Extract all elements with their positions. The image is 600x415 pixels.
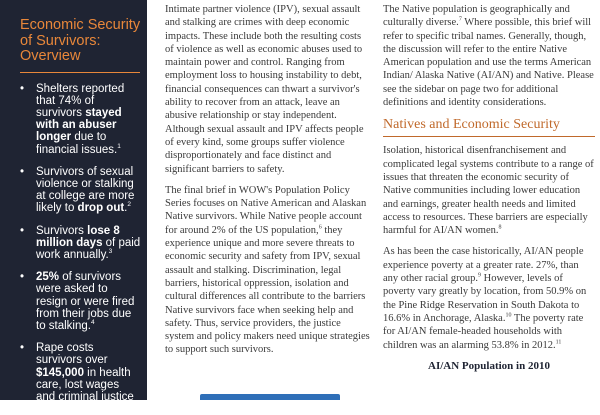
- paragraph-isolation: [383, 144, 595, 237]
- fact-emphasis: stayed with an abuser longer: [36, 107, 122, 143]
- footnote-ref: 7: [459, 17, 462, 23]
- footnote-ref: 1: [117, 143, 121, 150]
- paragraph-text: they experience unique and more severe threats to economic security and safety from IPV, sexual assault and stalking. Discrimination, legal barriers, historical oppression, isolation and cultural differences all contribute to the barriers Native survivors face when seeking help and safety. Thus, service providers, the justice system and policy makers need unique strategies to support such survivors.: [165, 225, 370, 356]
- paragraph-text: The final brief in WOW's Population Policy Series focuses on Native American and Alaskan Native survivors. While Native people account for around 2% of the US population,: [165, 185, 366, 236]
- sidebar-fact-college: [20, 166, 141, 215]
- body-column-middle: [165, 3, 370, 365]
- sidebar-fact-shelters: [20, 83, 141, 156]
- footnote-ref: 9: [478, 273, 481, 279]
- paragraph-economic-impacts: Intimate partner violence (IPV), sexual assault and stalking are crimes with deep economic impacts. These include both the resulting costs of violence as well as economic abuses used to maintain power and control. Ranging from employment loss to housing instability to debt, financial consequences can thwart a survivor's ability to recover from an attack, leave an abusive relationship or stay independent. Although sexual assault and IPV affects people of every kind, some groups suffer violence disproportionately and face distinct and significant barriers to safety.: [165, 3, 370, 176]
- paragraph-poverty: [383, 245, 595, 351]
- footnote-ref: 3: [109, 248, 113, 255]
- fact-text: Rape costs survivors over: [36, 342, 108, 366]
- footnote-ref: 5: [106, 402, 110, 409]
- sidebar-title: Economic Security of Survivors: Overview: [20, 18, 141, 65]
- fact-text: of survivors were asked to resign or were fired from their jobs due to stalking.: [36, 271, 134, 332]
- sidebar-fact-work-days: [20, 225, 141, 262]
- sidebar-fact-stalking-jobs: [20, 271, 141, 332]
- section-heading: Natives and Economic Security: [383, 117, 595, 133]
- paragraph-population-series: [165, 184, 370, 357]
- sidebar-panel: [0, 0, 147, 400]
- fact-emphasis: $145,000: [36, 367, 84, 379]
- footnote-ref: 11: [556, 339, 562, 345]
- paragraph-text: As has been the case historically, AI/AN people experience poverty at a greater rate. 27%, than any other racial group.: [383, 246, 584, 284]
- footnote-ref: 6: [319, 224, 322, 230]
- sidebar-fact-rape-costs: [20, 342, 141, 415]
- fact-text: in health care, lost wages and criminal justice system costs.: [36, 367, 134, 415]
- fact-text: Survivors: [36, 225, 87, 237]
- figure-title: AI/AN Population in 2010: [383, 360, 595, 373]
- section-divider: [383, 136, 595, 137]
- fact-emphasis: 25%: [36, 271, 59, 283]
- fact-text: .: [124, 202, 127, 214]
- body-column-right: [383, 3, 595, 373]
- sidebar-divider: [20, 72, 140, 73]
- footnote-ref: 10: [505, 312, 511, 318]
- footnote-ref: 8: [498, 225, 501, 231]
- sidebar-list: [20, 83, 141, 415]
- fact-text: Survivors of sexual violence or stalking at college are more likely to: [36, 166, 134, 215]
- fact-text: Shelters reported that 74% of survivors: [36, 83, 124, 119]
- fact-text: due to financial issues.: [36, 131, 117, 155]
- paragraph-text: The poverty rate for AI/AN female-headed households with children was an alarming 53.8% in 2012.: [383, 313, 583, 351]
- figure-image-top: [200, 394, 340, 400]
- paragraph-text: Isolation, historical disenfranchisement and complicated legal systems contribute to a range of issues that threaten the economic security of Native communities including lower education and earnings, greater health needs and limited access to resources. These barriers are especially harmful for AI/AN women.: [383, 145, 594, 236]
- paragraph-text: Where possible, this brief will refer to specific tribal names. Generally, though, the discussion will refer to the entire Native American population and use the terms American Indian/ Alaska Native (AI/AN) and Native. Please see the sidebar on page two for additional definitions and identity considerations.: [383, 17, 594, 108]
- footnote-ref: 4: [91, 319, 95, 326]
- paragraph-text: The Native population is geographically and culturally diverse.: [383, 4, 570, 28]
- fact-emphasis: drop out: [78, 202, 125, 214]
- fact-text: of paid work annually.: [36, 237, 140, 261]
- paragraph-native-diversity: [383, 3, 595, 109]
- paragraph-text: However, levels of poverty vary greatly by location, from 50.9% on the Pine Ridge Reservation in South Dakota to 16.6% in Anchorage, Alaska.: [383, 273, 586, 324]
- fact-emphasis: lose 8 million days: [36, 225, 120, 249]
- footnote-ref: 2: [127, 202, 131, 209]
